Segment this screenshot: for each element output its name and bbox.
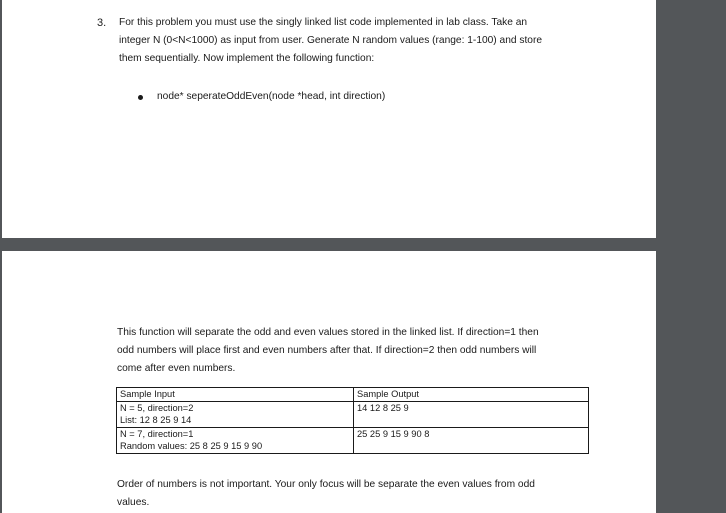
bullet-icon bbox=[138, 95, 143, 100]
function-signature: node* seperateOddEven(node *head, int direction) bbox=[157, 91, 386, 102]
problem-statement-line: For this problem you must use the singly linked list code implemented in lab class. Take an bbox=[119, 17, 528, 28]
closing-note bbox=[117, 476, 582, 512]
function-bullet bbox=[138, 88, 385, 106]
table-row bbox=[117, 427, 589, 453]
problem-statement bbox=[119, 14, 569, 68]
question-number: 3. bbox=[97, 17, 107, 29]
table-row bbox=[117, 401, 589, 427]
document-page-2 bbox=[2, 251, 656, 513]
sample-output-cell: 25 25 9 15 9 90 8 bbox=[354, 427, 589, 453]
note-line: Order of numbers is not important. Your only focus will be separate the even values from odd bbox=[117, 479, 535, 490]
function-description bbox=[117, 324, 582, 378]
problem-statement-line: integer N (0<N<1000) as input from user. Generate N random values (range: 1-100) and store bbox=[119, 35, 543, 46]
input-line: N = 7, direction=1 bbox=[120, 428, 194, 439]
problem-statement-line: them sequentially. Now implement the following function: bbox=[119, 53, 375, 64]
header-sample-output: Sample Output bbox=[354, 388, 589, 402]
note-line: values. bbox=[117, 497, 150, 508]
description-line: odd numbers will place first and even numbers after that. If direction=2 then odd numbers will bbox=[117, 345, 537, 356]
input-line: N = 5, direction=2 bbox=[120, 402, 194, 413]
description-line: come after even numbers. bbox=[117, 363, 236, 374]
input-line: Random values: 25 8 25 9 15 9 90 bbox=[120, 441, 263, 451]
document-page-1 bbox=[2, 0, 656, 238]
description-line: This function will separate the odd and even values stored in the linked list. If direction=1 then bbox=[117, 327, 539, 338]
sample-output-cell: 14 12 8 25 9 bbox=[354, 401, 589, 427]
table-header-row bbox=[117, 388, 589, 402]
input-line: List: 12 8 25 9 14 bbox=[120, 415, 192, 425]
header-sample-input: Sample Input bbox=[117, 388, 354, 402]
sample-input-cell bbox=[117, 427, 354, 453]
sample-input-cell bbox=[117, 401, 354, 427]
sample-io-table bbox=[116, 387, 589, 454]
